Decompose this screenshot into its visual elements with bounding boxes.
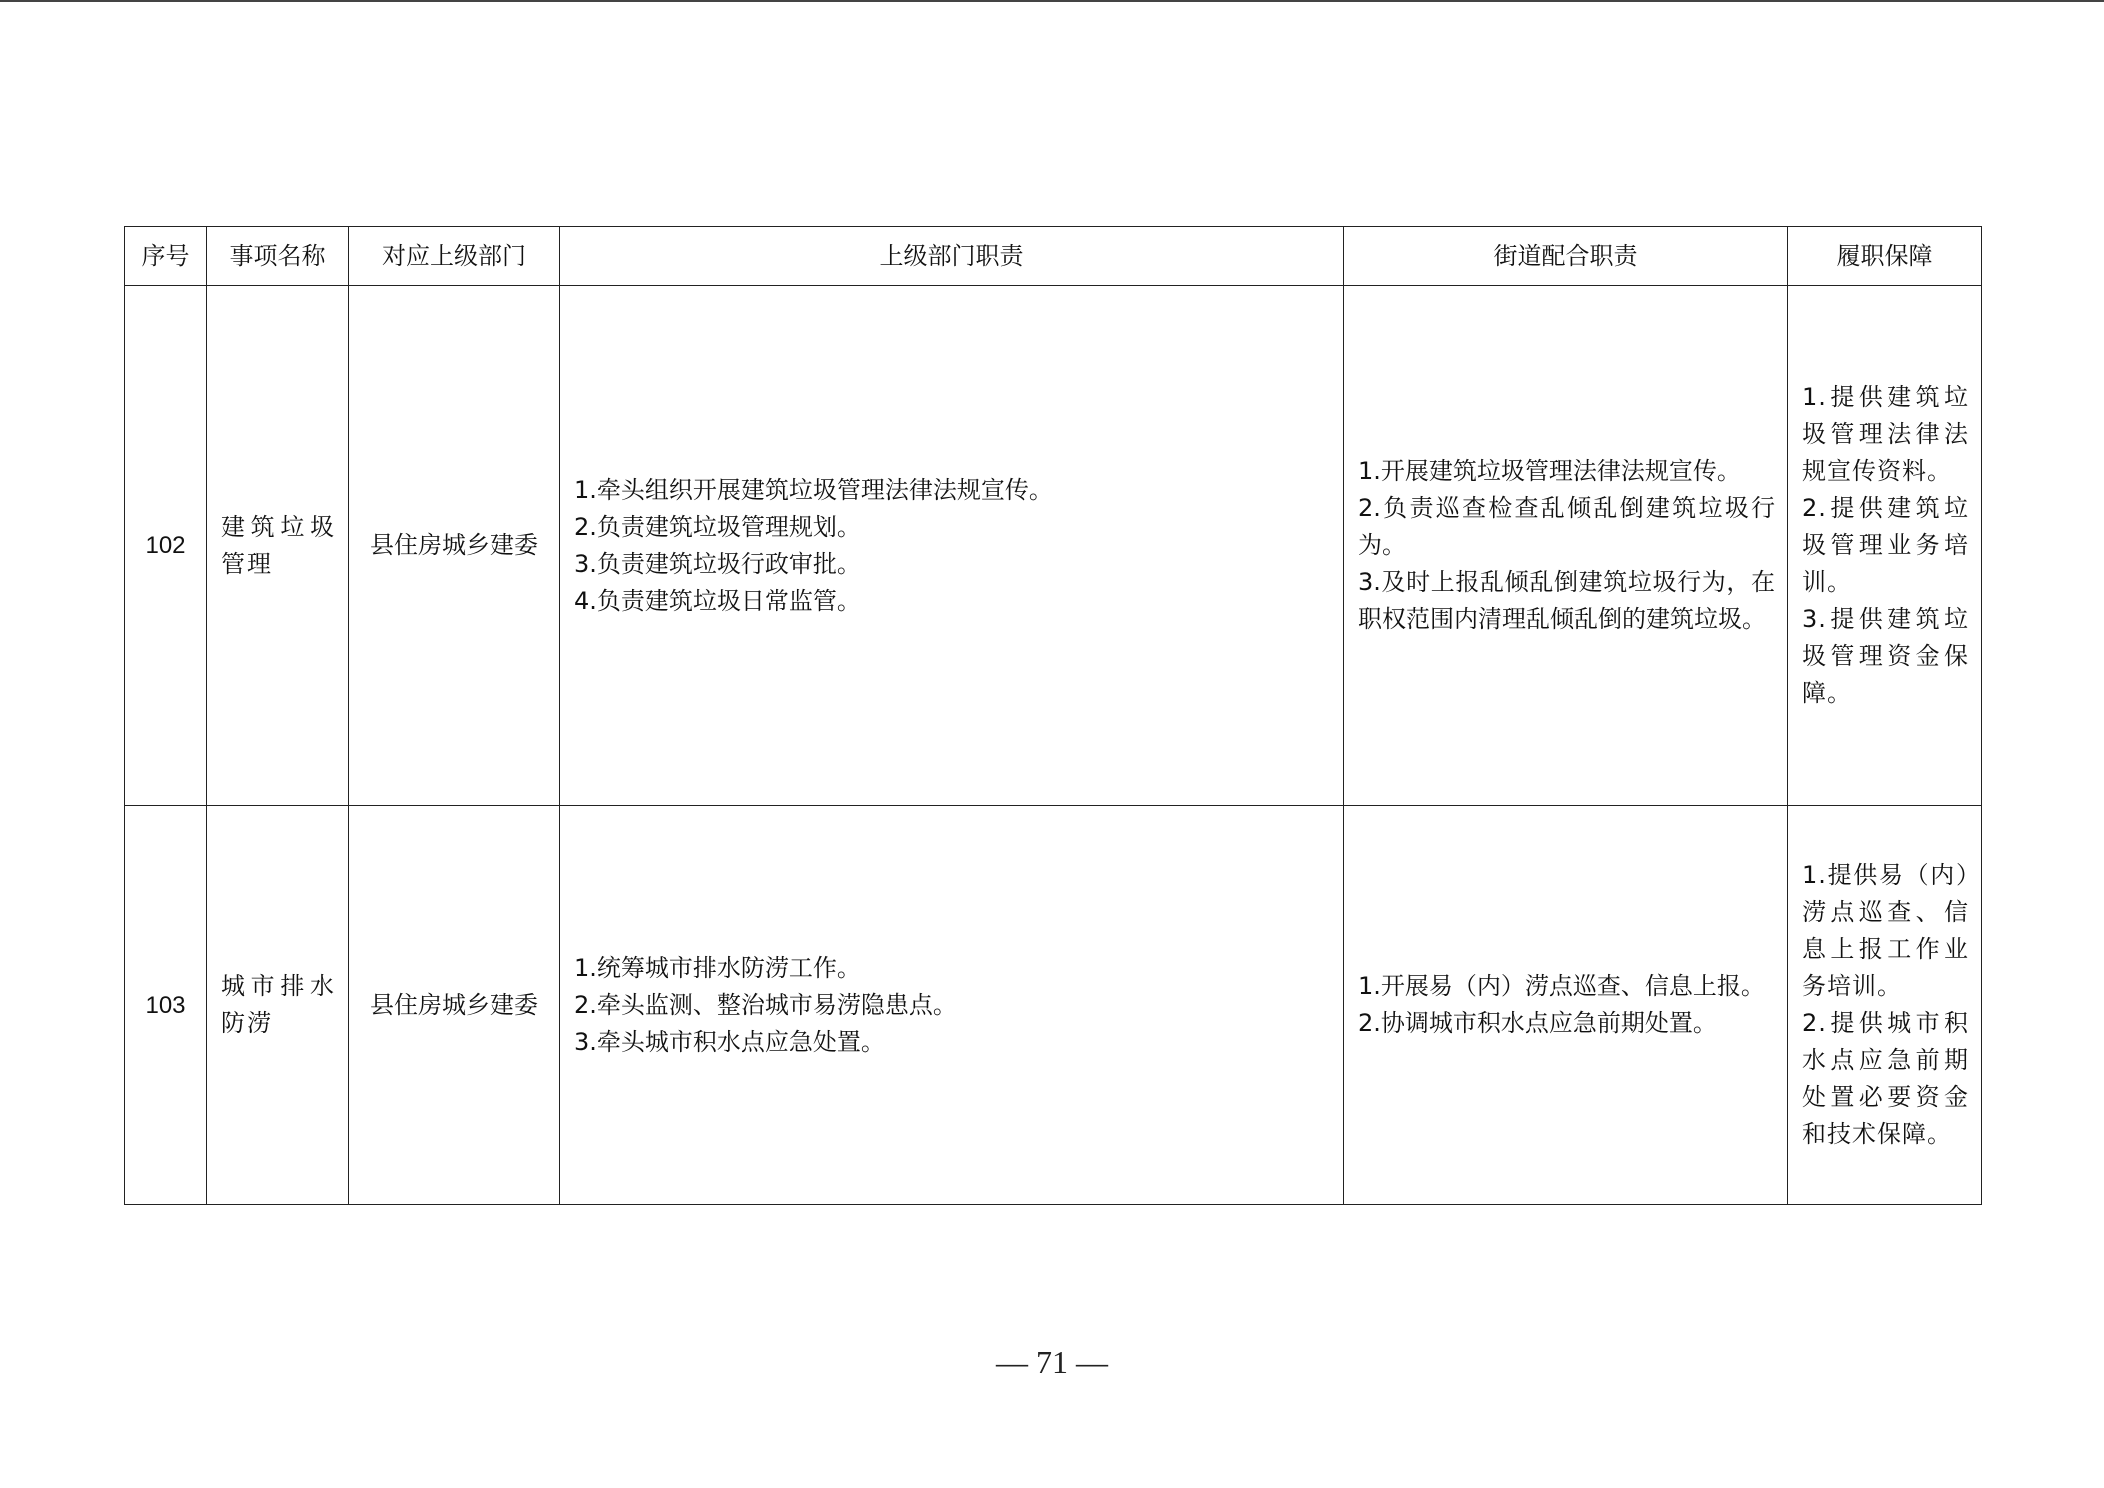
duty-item: 4.负责建筑垃圾日常监管。: [574, 586, 861, 615]
row-superior-duties: [560, 286, 1344, 806]
duty-item: 3.负责建筑垃圾行政审批。: [574, 549, 861, 578]
duty-item: 2.负责巡查检查乱倾乱倒建筑垃圾行为。: [1358, 494, 1775, 559]
table-header-row: [125, 227, 1982, 286]
item-name-line: 防涝: [221, 1009, 273, 1037]
duty-item: 1.统筹城市排水防涝工作。: [574, 953, 861, 982]
table-row: [125, 806, 1982, 1205]
guarantee-item: 2.提供建筑垃圾管理业务培训。: [1802, 494, 1969, 596]
row-department: 县住房城乡建委: [349, 806, 560, 1205]
row-number: 103: [125, 806, 207, 1205]
duty-item: 3.牵头城市积水点应急处置。: [574, 1027, 885, 1056]
header-department: 对应上级部门: [349, 227, 560, 286]
duty-item: 3.及时上报乱倾乱倒建筑垃圾行为，在职权范围内清理乱倾乱倒的建筑垃圾。: [1358, 568, 1775, 633]
row-item-name: [207, 286, 349, 806]
duty-item: 2.负责建筑垃圾管理规划。: [574, 512, 861, 541]
duties-table: [124, 226, 1982, 1205]
duty-item: 1.开展建筑垃圾管理法律法规宣传。: [1358, 457, 1741, 485]
duty-item: 2.牵头监测、整治城市易涝隐患点。: [574, 990, 957, 1019]
row-guarantees: [1788, 806, 1982, 1205]
row-guarantees: [1788, 286, 1982, 806]
page-top-border: [0, 0, 2104, 2]
duty-item: 2.协调城市积水点应急前期处置。: [1358, 1009, 1717, 1037]
header-number: 序号: [125, 227, 207, 286]
row-superior-duties: [560, 806, 1344, 1205]
duty-item: 1.开展易（内）涝点巡查、信息上报。: [1358, 972, 1765, 1000]
item-name-line: 建筑垃圾: [221, 512, 336, 541]
guarantee-item: 2.提供城市积水点应急前期处置必要资金和技术保障。: [1802, 1009, 1969, 1148]
page-number: — 71 —: [996, 1344, 1108, 1380]
row-street-duties: [1344, 806, 1788, 1205]
table-row: [125, 286, 1982, 806]
header-street-duties: 街道配合职责: [1344, 227, 1788, 286]
row-number: 102: [125, 286, 207, 806]
guarantee-item: 1.提供易（内）涝点巡查、信息上报工作业务培训。: [1802, 861, 1969, 1000]
header-item-name: 事项名称: [207, 227, 349, 286]
header-guarantees: 履职保障: [1788, 227, 1982, 286]
duty-item: 1.牵头组织开展建筑垃圾管理法律法规宣传。: [574, 475, 1053, 504]
item-name-line: 管理: [221, 549, 273, 578]
guarantee-item: 1.提供建筑垃圾管理法律法规宣传资料。: [1802, 383, 1969, 485]
row-department: 县住房城乡建委: [349, 286, 560, 806]
header-superior-duties: 上级部门职责: [560, 227, 1344, 286]
item-name-line: 城市排水: [221, 972, 336, 1000]
guarantee-item: 3.提供建筑垃圾管理资金保障。: [1802, 605, 1969, 707]
row-item-name: [207, 806, 349, 1205]
row-street-duties: [1344, 286, 1788, 806]
